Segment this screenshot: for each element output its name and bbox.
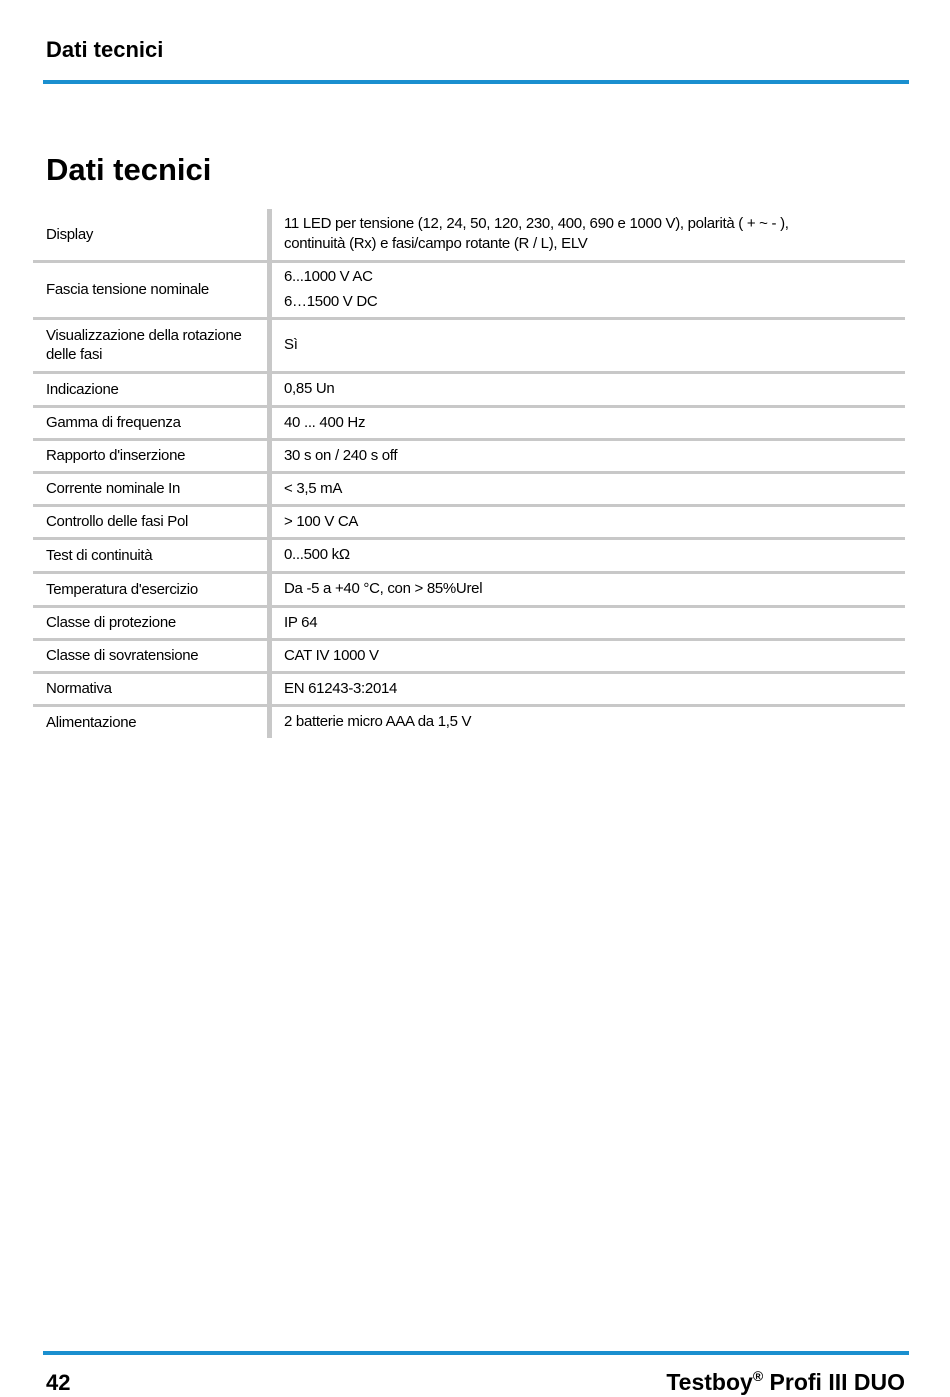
spec-value	[270, 209, 906, 261]
table-row	[33, 505, 905, 538]
header-title: Dati tecnici	[46, 37, 164, 62]
table-row	[33, 209, 905, 261]
spec-value: IP 64	[270, 606, 906, 639]
spec-value: > 100 V CA	[270, 505, 906, 538]
header-rule	[43, 80, 909, 84]
spec-value: 0...500 kΩ	[270, 538, 906, 572]
table-row	[33, 261, 905, 318]
page-number: 42	[46, 1370, 71, 1395]
table-row	[33, 639, 905, 672]
table-row	[33, 672, 905, 705]
spec-value: 40 ... 400 Hz	[270, 406, 906, 439]
table-row	[33, 606, 905, 639]
table-row	[33, 572, 905, 606]
spec-label: Gamma di frequenza	[33, 406, 270, 439]
spec-value: 2 batterie micro AAA da 1,5 V	[284, 713, 472, 731]
footer-rule	[43, 1351, 909, 1355]
brand-name: Testboy	[666, 1369, 753, 1395]
spec-label: Visualizzazione della rotazione delle fasi	[33, 318, 270, 372]
spec-value-line: 11 LED per tensione (12, 24, 50, 120, 230, 400, 690 e 1000 V), polarità ( + ~ - ),	[284, 215, 789, 233]
registered-mark: ®	[752, 1368, 764, 1384]
table-row	[33, 372, 905, 406]
spec-label: Normativa	[33, 672, 270, 705]
spec-label: Corrente nominale In	[33, 472, 270, 505]
table-row	[33, 705, 905, 738]
spec-value: Sì	[270, 318, 906, 372]
spec-label: Controllo delle fasi Pol	[33, 505, 270, 538]
spec-value: 0,85 Un	[270, 372, 906, 406]
spec-value	[270, 261, 906, 318]
spec-label: Classe di sovratensione	[33, 639, 270, 672]
table-row	[33, 472, 905, 505]
spec-label: Temperatura d'esercizio	[33, 572, 270, 606]
table-row	[33, 318, 905, 372]
spec-label: Fascia tensione nominale	[33, 261, 270, 318]
spec-label: Test di continuità	[33, 538, 270, 572]
product-model: Profi III DUO	[763, 1369, 905, 1395]
product-name	[666, 1368, 905, 1396]
spec-label: Alimentazione	[33, 705, 270, 738]
spec-value-line: 6…1500 V DC	[284, 293, 378, 310]
spec-value: 30 s on / 240 s off	[270, 439, 906, 472]
page-title: Dati tecnici	[46, 152, 212, 187]
spec-label: Indicazione	[33, 372, 270, 406]
table-row	[33, 406, 905, 439]
spec-value: CAT IV 1000 V	[270, 639, 906, 672]
spec-value-line: 6...1000 V AC	[284, 268, 373, 285]
spec-label: Rapporto d'inserzione	[33, 439, 270, 472]
spec-label: Classe di protezione	[33, 606, 270, 639]
table-row	[33, 439, 905, 472]
spec-table	[33, 209, 905, 738]
spec-label: Display	[33, 209, 270, 261]
spec-value-line: continuità (Rx) e fasi/campo rotante (R / L), ELV	[284, 235, 588, 253]
spec-value: EN 61243-3:2014	[270, 672, 906, 705]
spec-value: < 3,5 mA	[270, 472, 906, 505]
spec-value: Da -5 a +40 °C, con > 85%Urel	[270, 572, 906, 606]
table-row	[33, 538, 905, 572]
